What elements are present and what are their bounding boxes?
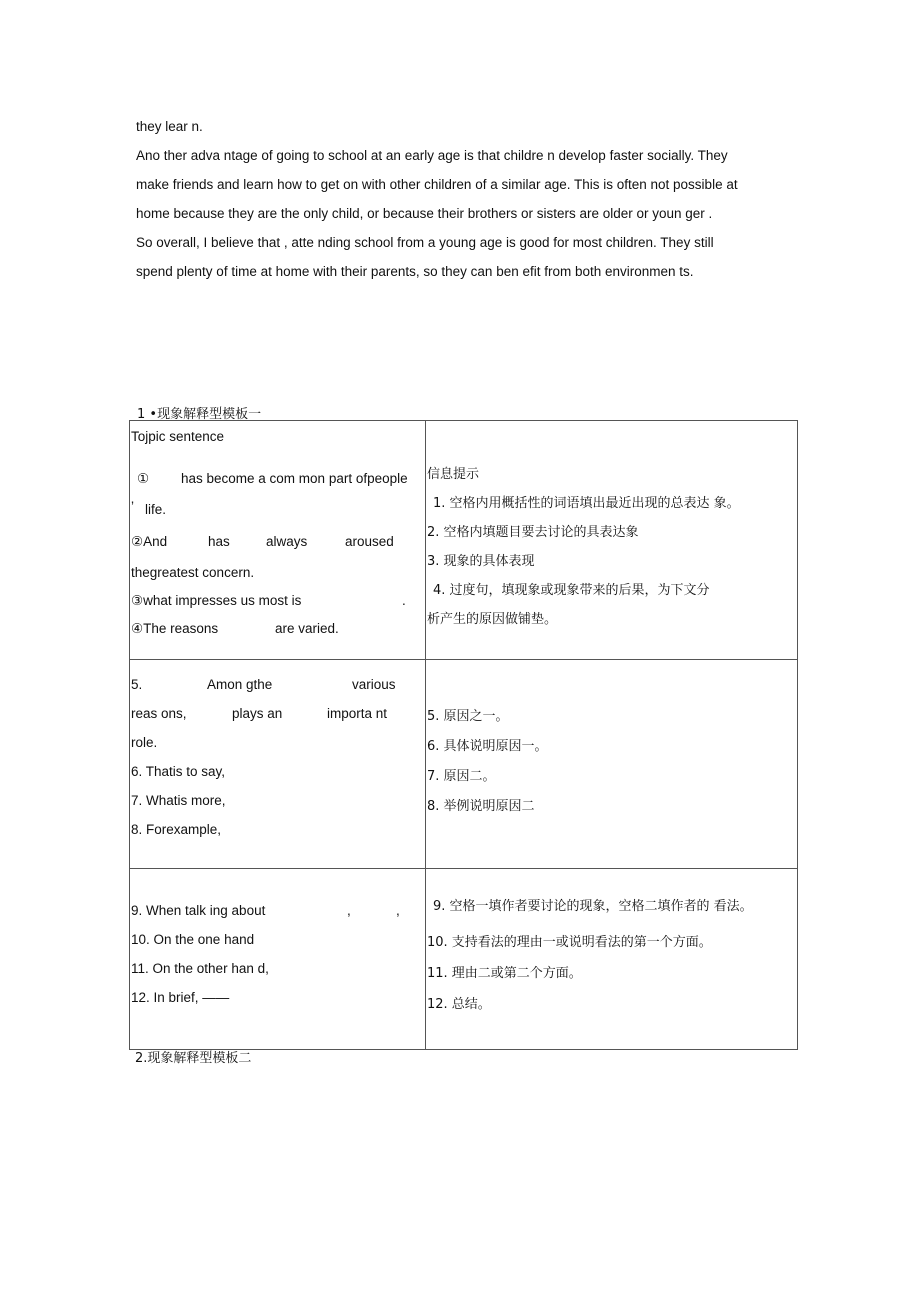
row1-left-cell	[130, 421, 426, 660]
hint-item: 9. 空格一填作者要讨论的现象，空格二填作者的 看法。	[433, 899, 753, 914]
sentence-10: 10. On the one hand	[131, 932, 255, 947]
hint-item: 12. 总结。	[427, 997, 491, 1012]
sentence-1-end: life.	[145, 502, 167, 517]
table-row	[130, 660, 798, 869]
sentence-8: 8. Forexample,	[131, 822, 222, 837]
sentence-9: 9. When talk ing about	[131, 903, 266, 918]
sentence-5-part: various	[352, 677, 396, 692]
sentence-11: 11. On the other han d,	[131, 961, 269, 976]
sentence-1-mark: ’	[131, 499, 134, 514]
sentence-4-part: ④The reasons	[131, 621, 219, 636]
sentence-5-part: plays an	[232, 706, 283, 721]
template1-table	[129, 420, 798, 1050]
hint-item: 5. 原因之一。	[427, 709, 509, 724]
sentence-2-part: always	[266, 534, 308, 549]
sentence-5-part: reas ons,	[131, 706, 187, 721]
sentence-9-blank-comma: ,	[347, 903, 351, 918]
essay-line: make friends and learn how to get on with other children of a similar age. This is often not possible at	[136, 177, 738, 192]
essay-line: So overall, I believe that , atte nding school from a young age is good for most children. They still	[136, 235, 714, 250]
hint-item: 3. 现象的具体表现	[427, 554, 535, 569]
sentence-5-number: 5.	[131, 677, 143, 692]
sentence-3-blank-end: .	[402, 593, 406, 608]
sentence-5-part: importa nt	[327, 706, 388, 721]
sentence-1-number: ①	[137, 471, 150, 486]
essay-line: home because they are the only child, or because their brothers or sisters are older or youn ger .	[136, 206, 713, 221]
topic-label: Tojpic sentence	[131, 429, 225, 444]
essay-line: spend plenty of time at home with their parents, so they can ben efit from both environmen ts.	[136, 264, 694, 279]
row2-left-cell	[130, 660, 426, 869]
sentence-7: 7. Whatis more,	[131, 793, 226, 808]
sentence-1-text: has become a com mon part ofpeople	[181, 471, 408, 486]
sentence-3-text: ③what impresses us most is	[131, 593, 302, 608]
sentence-2-part: aroused	[345, 534, 394, 549]
sentence-2-part: has	[208, 534, 230, 549]
sentence-12: 12. In brief, ——	[131, 990, 230, 1005]
essay-line: they lear n.	[136, 119, 203, 134]
sentence-4-part: are varied.	[275, 621, 339, 636]
sentence-5-part: Amon gthe	[207, 677, 273, 692]
hint-item: 8. 举例说明原因二	[427, 799, 535, 814]
template1-caption: 1 •现象解释型模板一	[137, 407, 262, 422]
sentence-9-blank-comma: ,	[396, 903, 400, 918]
table-row	[130, 869, 798, 1050]
template2-caption: 2.现象解释型模板二	[135, 1051, 252, 1066]
hint-item: 4. 过度句，填现象或现象带来的后果，为下文分	[433, 583, 710, 598]
row2-right-cell	[426, 660, 798, 869]
hint-item: 6. 具体说明原因一。	[427, 739, 548, 754]
hint-item: 1. 空格内用概括性的词语填出最近出现的总表达 象。	[433, 496, 740, 511]
hint-item: 10. 支持看法的理由一或说明看法的第一个方面。	[427, 935, 712, 950]
hint-item: 7. 原因二。	[427, 769, 496, 784]
sentence-2-end: thegreatest concern.	[131, 565, 255, 580]
hint-item-continued: 析产生的原因做铺垫。	[427, 612, 558, 627]
essay-paragraph	[136, 112, 738, 286]
table-row	[130, 421, 798, 660]
sentence-5-end: role.	[131, 735, 158, 750]
hint-item: 2. 空格内填题目要去讨论的具表达象	[427, 525, 639, 540]
hint-heading: 信息提示	[427, 467, 480, 482]
sentence-2-part: ②And	[131, 534, 168, 549]
essay-line: Ano ther adva ntage of going to school at an early age is that childre n develop faster socially. They	[136, 148, 728, 163]
row3-left-cell	[130, 869, 426, 1050]
hint-item: 11. 理由二或第二个方面。	[427, 966, 582, 981]
row1-right-cell	[426, 421, 798, 660]
row3-right-cell	[426, 869, 798, 1050]
sentence-6: 6. Thatis to say,	[131, 764, 226, 779]
